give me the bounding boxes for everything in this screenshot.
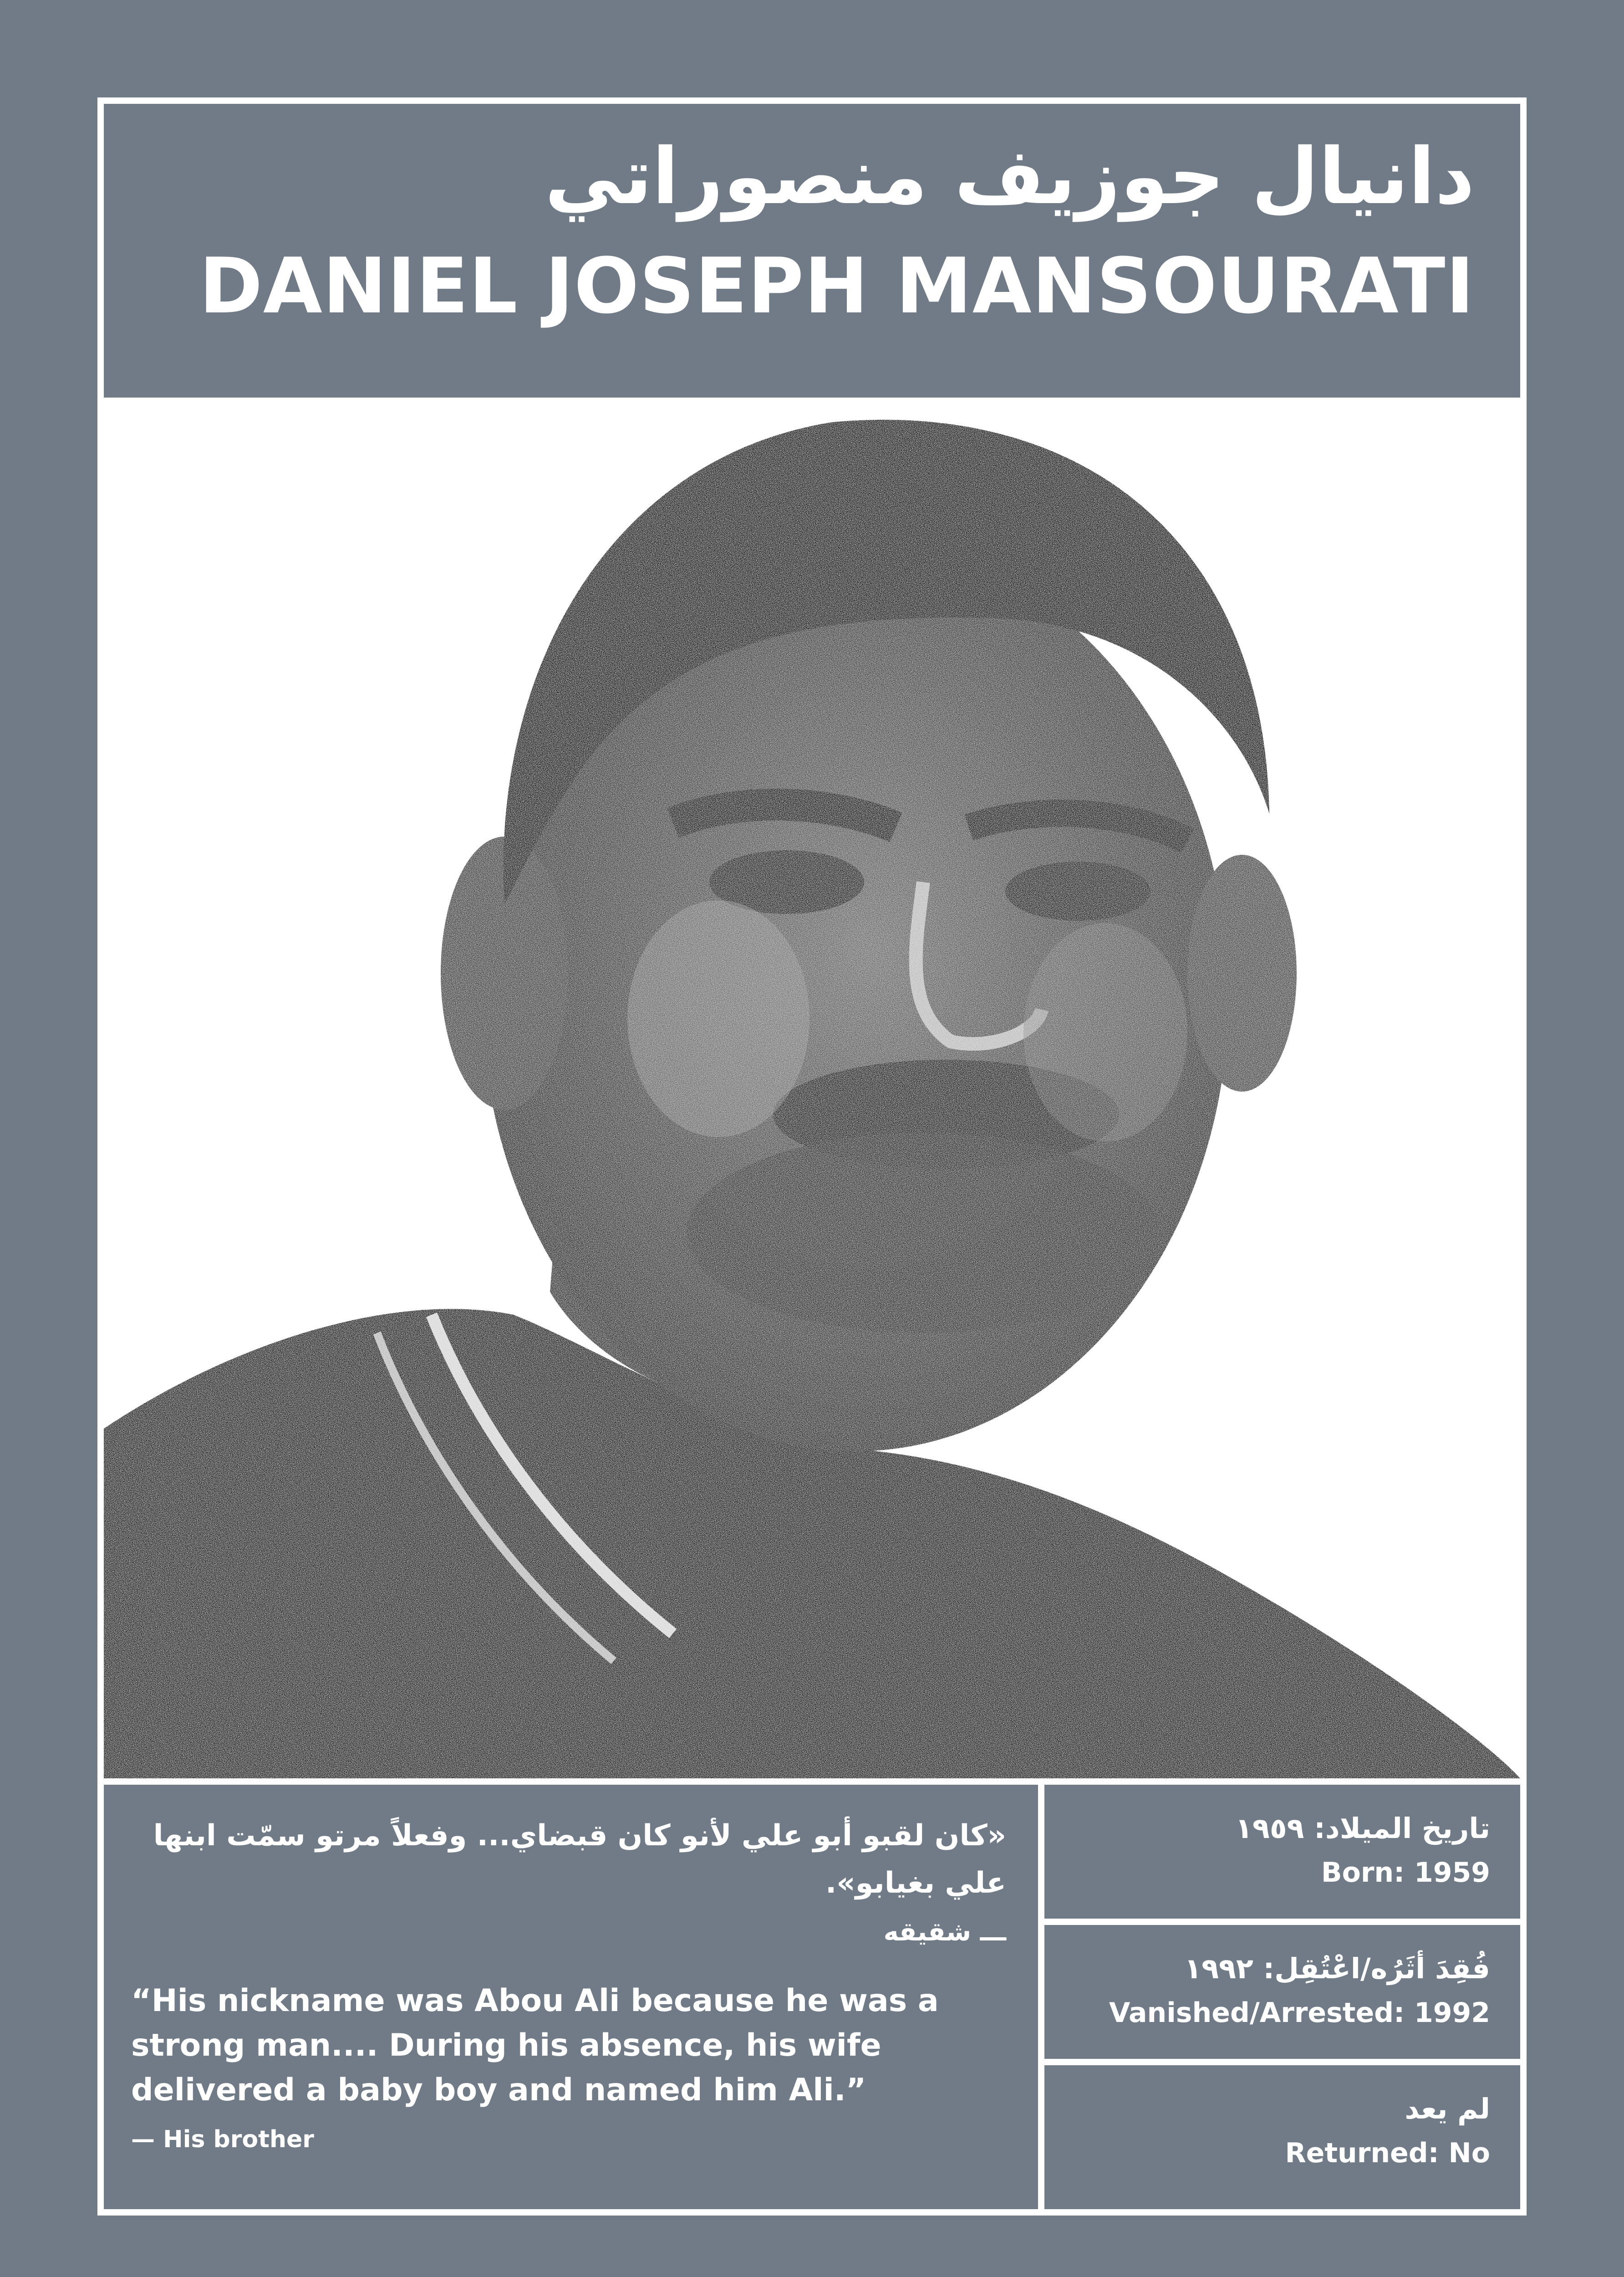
attribution-arabic: ـــ شقيقه xyxy=(883,1917,1006,1947)
fact-born-arabic: تاريخ الميلاد: ١٩٥٩ xyxy=(1235,1812,1490,1845)
quote-arabic: «كان لقبو أبو علي لأنو كان قبضاي... وفعلاً مرتو سمّت ابنها علي بغيابو». xyxy=(153,1819,1006,1900)
fact-born-english: Born: 1959 xyxy=(1321,1857,1490,1889)
name-header xyxy=(104,104,1520,398)
fact-vanished-english: Vanished/Arrested: 1992 xyxy=(1109,1997,1490,2029)
quote-english: “His nickname was Abou Ali because he was a strong man.... During his absence, his wife delivered a baby boy and named him Ali.” xyxy=(131,1983,939,2108)
portrait-image xyxy=(104,404,1520,1778)
name-arabic: دانيال جوزيف منصوراتي xyxy=(545,132,1475,222)
facts-column xyxy=(1044,1785,1520,2209)
attribution-english: — His brother xyxy=(131,2126,314,2153)
quote-panel xyxy=(104,1785,1038,2209)
info-section xyxy=(104,1785,1520,2209)
fact-born xyxy=(1044,1785,1520,1919)
poster-frame xyxy=(97,97,1527,2216)
fact-vanished-arabic: فُقِدَ أثَرُه/اعْتُقِل: ١٩٩٢ xyxy=(1184,1952,1490,1985)
portrait-photo xyxy=(104,404,1520,1778)
fact-returned xyxy=(1044,2065,1520,2209)
name-english: DANIEL JOSEPH MANSOURATI xyxy=(199,241,1475,331)
fact-vanished xyxy=(1044,1925,1520,2059)
fact-returned-english: Returned: No xyxy=(1285,2137,1490,2169)
fact-returned-arabic: لم يعد xyxy=(1405,2092,1490,2125)
